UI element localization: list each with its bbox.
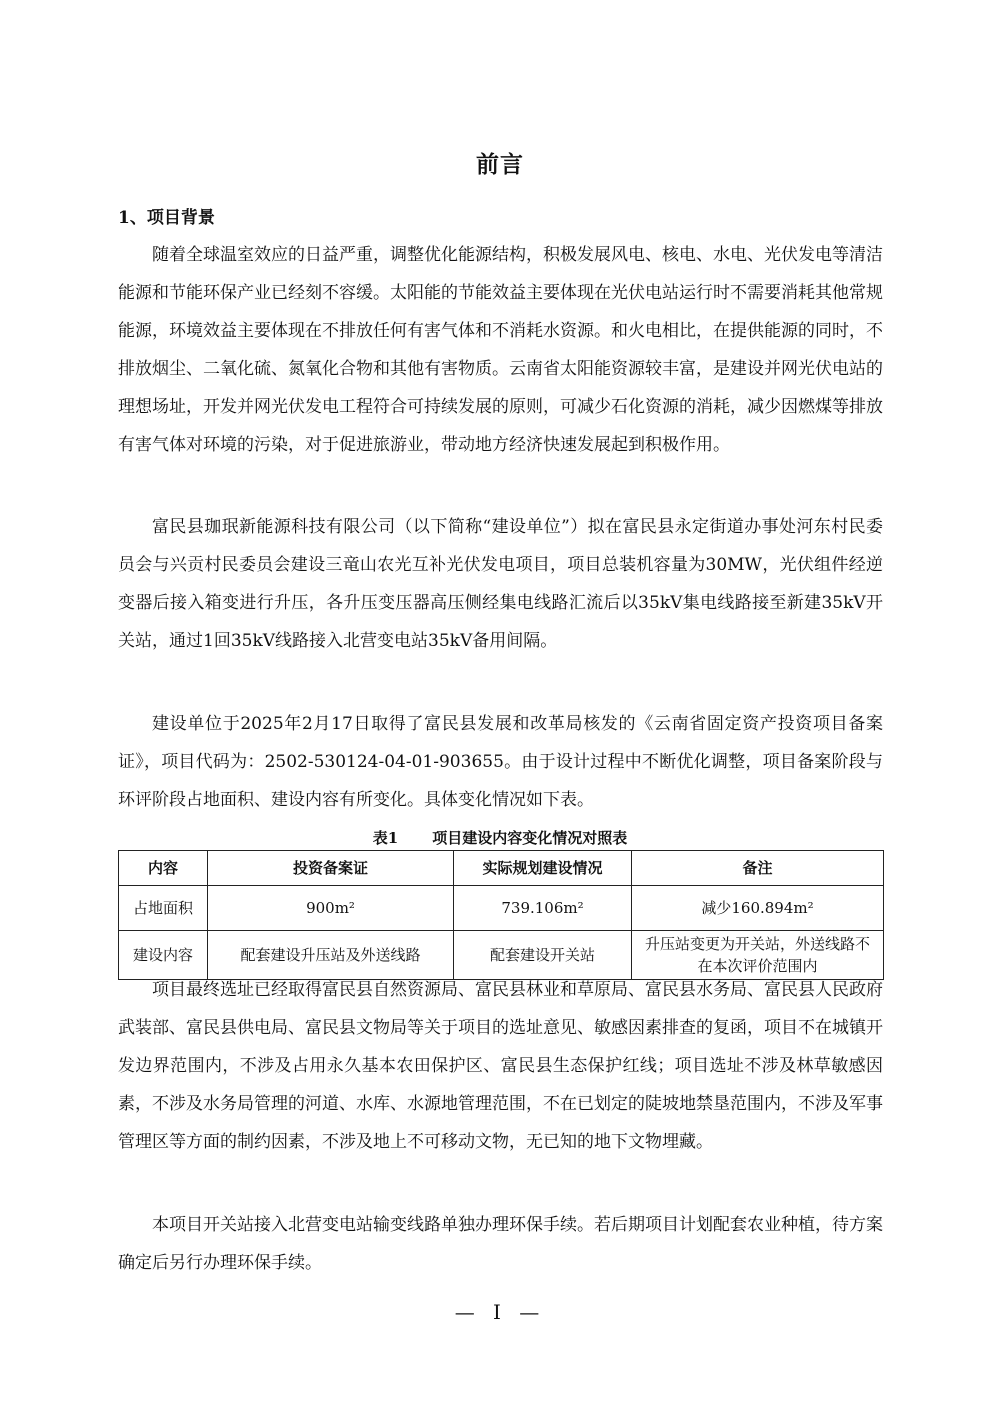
table-cell: 配套建设开关站 [454, 931, 632, 980]
table-cell: 升压站变更为开关站，外送线路不在本次评价范围内 [632, 931, 884, 980]
section-heading: 1、项目背景 [118, 208, 215, 228]
table-cell: 配套建设升压站及外送线路 [208, 931, 454, 980]
paragraph-environmental-procedure: 本项目开关站接入北营变电站输变线路单独办理环保手续。若后期项目计划配套农业种植，待方案确定后另行办理环保手续。 [118, 1215, 883, 1273]
table-cell: 建设内容 [119, 931, 208, 980]
table-header-cell: 投资备案证 [208, 851, 454, 886]
paragraph-filing: 建设单位于2025年2月17日取得了富民县发展和改革局核发的《云南省固定资产投资项目备案证》，项目代码为：2502-530124-04-01-903655。由于设计过程中不断优化调整，项目备案阶段与环评阶段占地面积、建设内容有所变化。具体变化情况如下表。 [118, 714, 883, 810]
comparison-table [118, 850, 884, 980]
table-header-cell: 实际规划建设情况 [454, 851, 632, 886]
table-header-cell: 备注 [632, 851, 884, 886]
table-caption [0, 827, 1000, 848]
table-row [119, 886, 884, 931]
table-header-row [119, 851, 884, 886]
table-cell: 900m² [208, 886, 454, 931]
paragraph-project-overview: 富民县珈珉新能源科技有限公司（以下简称“建设单位”）拟在富民县永定街道办事处河东村民委员会与兴贡村民委员会建设三竜山农光互补光伏发电项目，项目总装机容量为30MW，光伏组件经逆变器后接入箱变进行升压，各升压变压器高压侧经集电线路汇流后以35kV集电线路接至新建35kV开关站，通过1回35kV线路接入北营变电站35kV备用间隔。 [118, 517, 883, 651]
paragraph-site-selection: 项目最终选址已经取得富民县自然资源局、富民县林业和草原局、富民县水务局、富民县人民政府武装部、富民县供电局、富民县文物局等关于项目的选址意见、敏感因素排查的复函，项目不在城镇开发边界范围内，不涉及占用永久基本农田保护区、富民县生态保护红线；项目选址不涉及林草敏感因素，不涉及水务局管理的河道、水库、水源地管理范围，不在已划定的陡坡地禁垦范围内，不涉及军事管理区等方面的制约因素，不涉及地上不可移动文物，无已知的地下文物埋藏。 [118, 980, 883, 1152]
table-cell: 减少160.894m² [632, 886, 884, 931]
table-title: 项目建设内容变化情况对照表 [432, 829, 628, 847]
table-cell: 占地面积 [119, 886, 208, 931]
paragraph-background: 随着全球温室效应的日益严重，调整优化能源结构，积极发展风电、核电、水电、光伏发电等清洁能源和节能环保产业已经刻不容缓。太阳能的节能效益主要体现在光伏电站运行时不需要消耗其他常规能源，环境效益主要体现在不排放任何有害气体和不消耗水资源。和火电相比，在提供能源的同时，不排放烟尘、二氧化硫、氮氧化合物和其他有害物质。云南省太阳能资源较丰富，是建设并网光伏电站的理想场址，开发并网光伏发电工程符合可持续发展的原则，可减少石化资源的消耗，减少因燃煤等排放有害气体对环境的污染，对于促进旅游业，带动地方经济快速发展起到积极作用。 [118, 245, 883, 455]
table-header-cell: 内容 [119, 851, 208, 886]
page-number: — I — [454, 1300, 546, 1324]
page-title: 前言 [476, 151, 524, 178]
table-cell: 739.106m² [454, 886, 632, 931]
table-number: 表1 [372, 829, 399, 847]
